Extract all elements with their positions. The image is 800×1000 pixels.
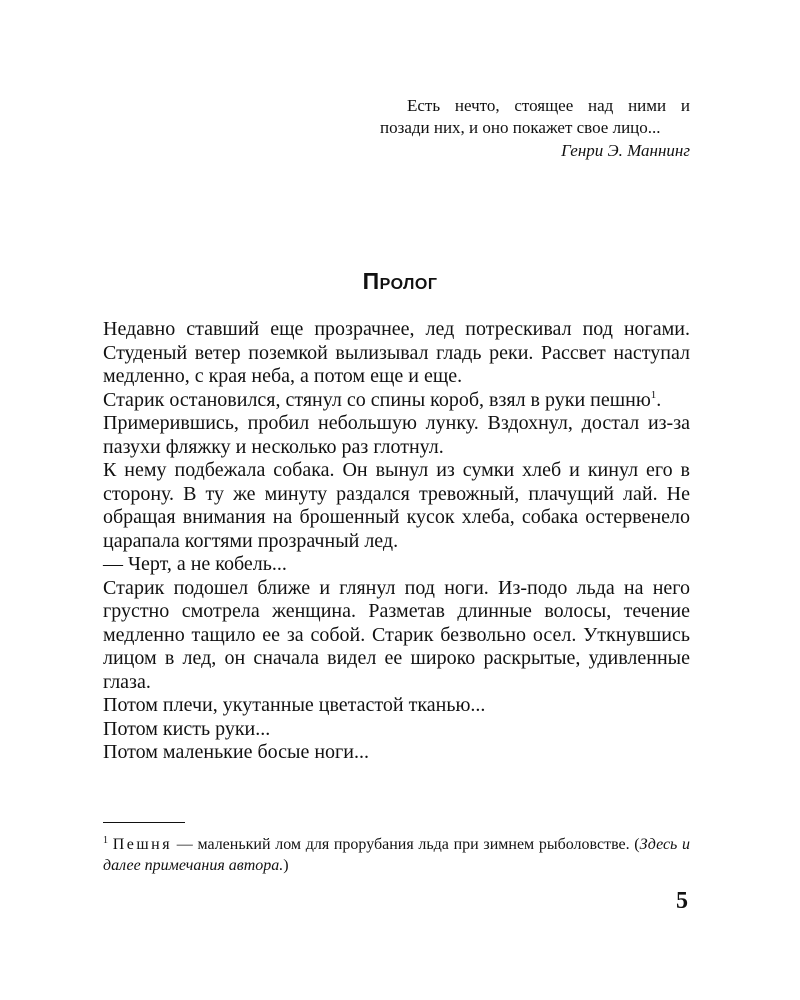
footnote xyxy=(103,834,690,876)
footnote-definition: — маленький лом для прорубания льда при зимнем рыболовстве. ( xyxy=(172,836,640,853)
epigraph xyxy=(380,95,690,162)
epigraph-author: Генри Э. Маннинг xyxy=(561,141,690,160)
page-number: 5 xyxy=(676,888,688,914)
paragraph-text: Старик подошел ближе и глянул под ноги. Из-подо льда на него грустно смотрела женщина. Разметав длинные волосы, течение медленно тащило ее за собой. Старик безвольно осел. Уткнувшись лицом в лед, он сначала видел ее широко раскрытые, удивленные глаза. xyxy=(103,576,690,693)
paragraph-text: К нему подбежала собака. Он вынул из сумки хлеб и кинул его в сторону. В ту же минуту раздался тревожный, плачущий лай. Не обращая внимания на брошенный кусок хлеба, собака остервенело царапала когтями прозрачный лед. xyxy=(103,459,690,552)
epigraph-text: Есть нечто, стоящее над ними и позади них, и оно покажет свое лицо... xyxy=(380,96,690,137)
footnote-marker: 1 xyxy=(103,835,108,846)
footnote-author-note: Здесь и далее примечания автора. xyxy=(103,836,691,874)
paragraph-text: Потом кисть руки... xyxy=(103,717,271,740)
paragraph xyxy=(103,577,690,695)
paragraph-text: Старик остановился, стянул со спины короб, взял в руки пешню xyxy=(103,388,651,411)
chapter-title: Пролог xyxy=(362,268,438,294)
paragraph-text: Недавно ставший еще прозрачнее, лед потрескивал под ногами. Студеный ветер поземкой вылизывал гладь реки. Рассвет наступал медленно, с края неба, а потом еще и еще. xyxy=(103,318,690,387)
paragraph xyxy=(103,412,690,459)
paragraph-text: — Черт, а не кобель... xyxy=(103,553,287,575)
footnote-reference[interactable]: 1 xyxy=(650,388,657,401)
paragraph xyxy=(103,459,690,553)
paragraph xyxy=(103,694,690,718)
footnote-term: Пешня xyxy=(112,836,173,853)
paragraph-text: Примерившись, пробил небольшую лунку. Вздохнул, достал из-за пазухи фляжку и несколько раз глотнул. xyxy=(103,412,690,458)
paragraph: Старик остановился, стянул со спины короб, взял в руки пешню$^1$. xyxy=(103,388,662,411)
body-text xyxy=(103,318,690,765)
paragraph xyxy=(103,553,690,577)
footnote-divider xyxy=(103,822,185,823)
paragraph xyxy=(103,718,690,742)
footnote-closing: ) xyxy=(283,857,289,874)
paragraph xyxy=(103,741,690,765)
paragraph-text: Потом плечи, укутанные цветастой тканью... xyxy=(103,694,486,716)
paragraph-text: Потом маленькие босые ноги... xyxy=(103,741,369,763)
paragraph xyxy=(103,318,690,389)
